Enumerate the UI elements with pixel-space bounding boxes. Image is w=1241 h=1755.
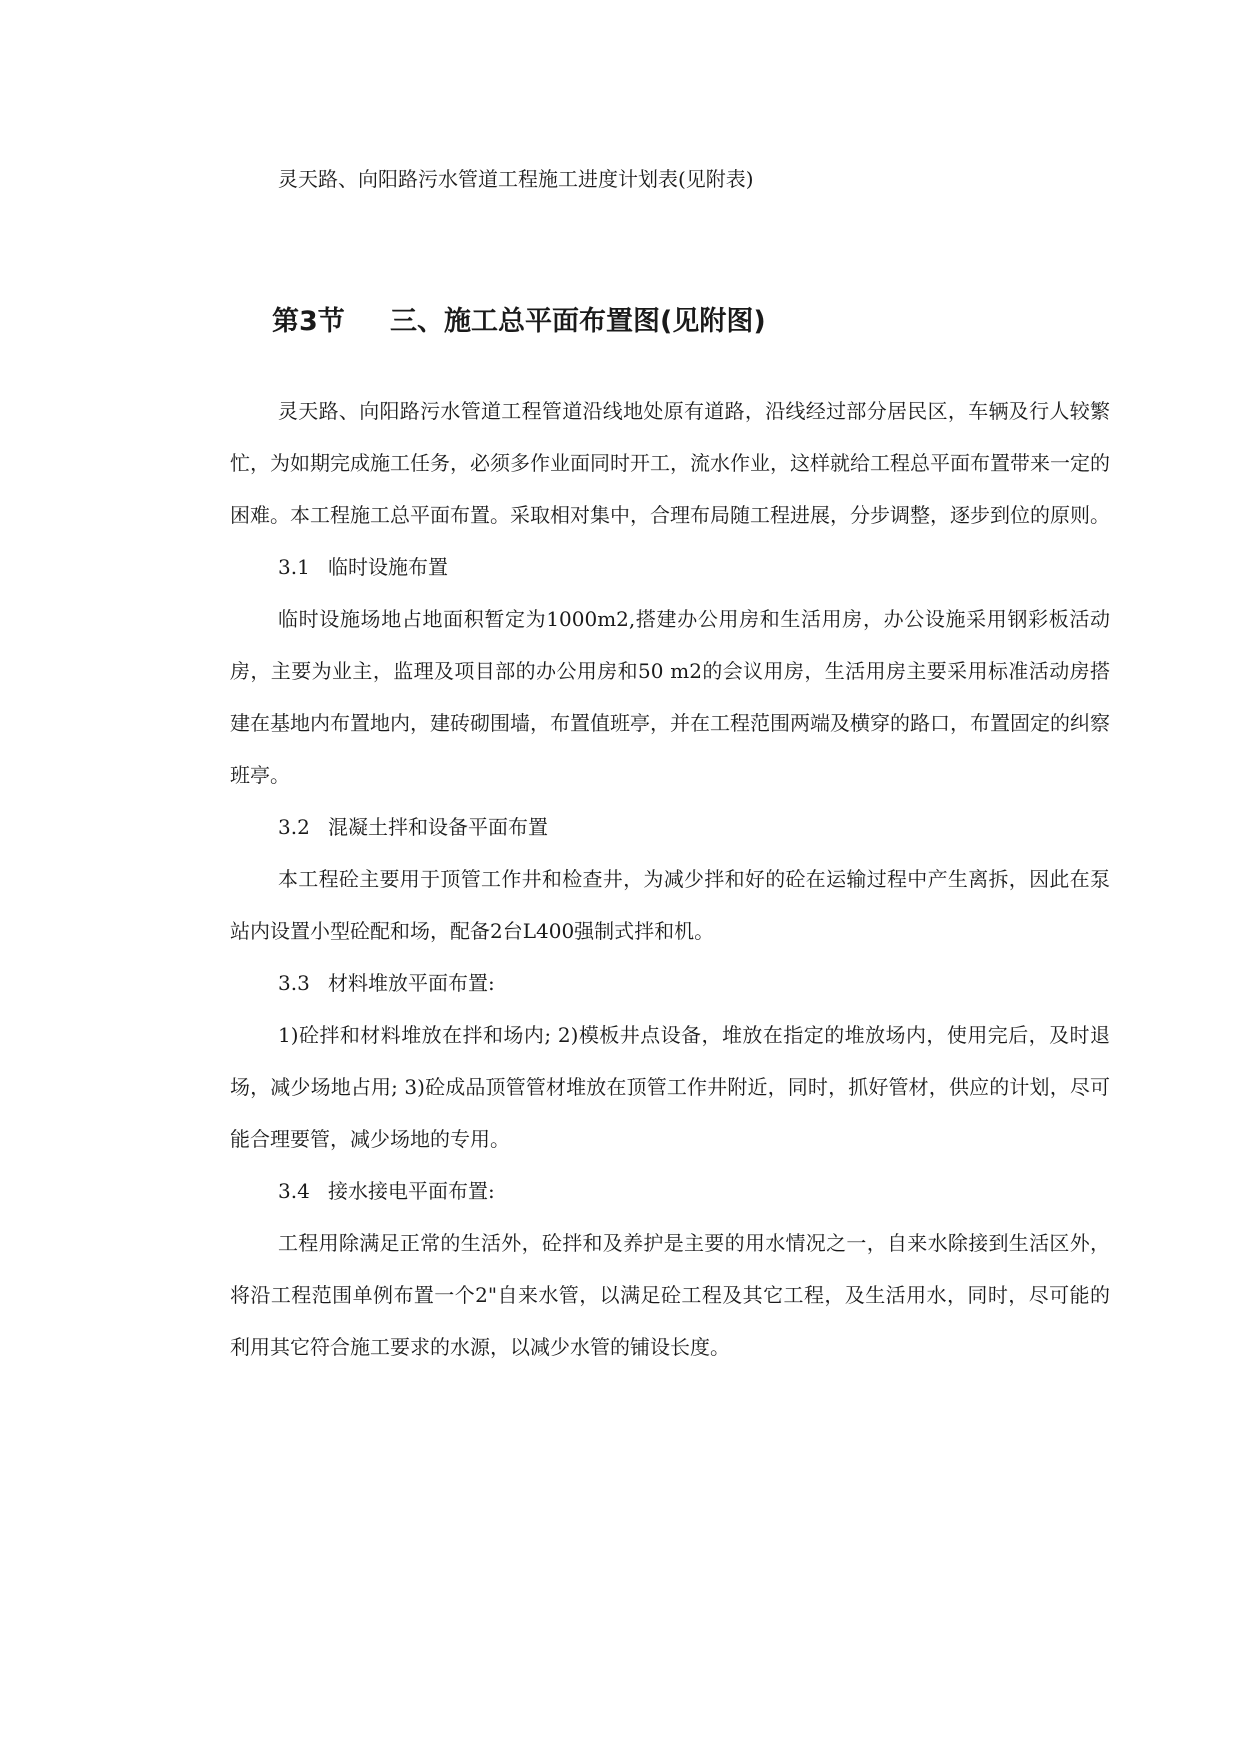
section-title: 三、施工总平面布置图(见附图) [390,306,766,337]
subsection-number: 3.3 [278,971,310,995]
subsection-number: 3.2 [278,815,310,839]
subsection-title: 材料堆放平面布置: [328,971,495,995]
intro-line [278,153,1078,205]
paragraph-concrete-mixing: 本工程砼主要用于顶管工作井和检查井，为减少拌和好的砼在运输过程中产生离拆，因此在泵站内设置小型砼配和场，配备2台L400强制式拌和机。 [230,867,1110,943]
subsection-number: 3.1 [278,555,310,579]
paragraph-water-power: 工程用除满足正常的生活外，砼拌和及养护是主要的用水情况之一，自来水除接到生活区外，将沿工程范围单例布置一个2"自来水管，以满足砼工程及其它工程，及生活用水，同时，尽可能的利用其它符合施工要求的水源，以减少水管的铺设长度。 [230,1231,1110,1359]
subsection-title: 临时设施布置 [328,555,448,579]
subsection-heading-3-2 [230,801,1110,853]
subsection-title: 接水接电平面布置: [328,1179,495,1203]
intro-text: 灵天路、向阳路污水管道工程施工进度计划表(见附表) [278,167,754,191]
paragraph-material-storage: 1)砼拌和材料堆放在拌和场内; 2)模板井点设备，堆放在指定的堆放场内，使用完后，及时退场，减少场地占用; 3)砼成品顶管管材堆放在顶管工作井附近，同时，抓好管材，供应的计划，尽可能合理要管，减少场地的专用。 [230,1023,1110,1151]
section-number: 第3节 [272,306,345,337]
section-heading [272,302,766,342]
section-body [230,385,1110,1373]
subsection-heading-3-3 [230,957,1110,1009]
paragraph-temporary-facilities: 临时设施场地占地面积暂定为1000m2,搭建办公用房和生活用房，办公设施采用钢彩板活动房，主要为业主，监理及项目部的办公用房和50 m2的会议用房，生活用房主要采用标准活动房搭建在基地内布置地内，建砖砌围墙，布置值班亭，并在工程范围两端及横穿的路口，布置固定的纠察班亭。 [230,607,1110,787]
subsection-heading-3-1 [230,541,1110,593]
subsection-heading-3-4 [230,1165,1110,1217]
paragraph-overview: 灵天路、向阳路污水管道工程管道沿线地处原有道路，沿线经过部分居民区，车辆及行人较繁忙，为如期完成施工任务，必须多作业面同时开工，流水作业，这样就给工程总平面布置带来一定的困难。本工程施工总平面布置。采取相对集中，合理布局随工程进展，分步调整，逐步到位的原则。 [230,399,1110,527]
subsection-number: 3.4 [278,1179,310,1203]
subsection-title: 混凝土拌和设备平面布置 [328,815,548,839]
